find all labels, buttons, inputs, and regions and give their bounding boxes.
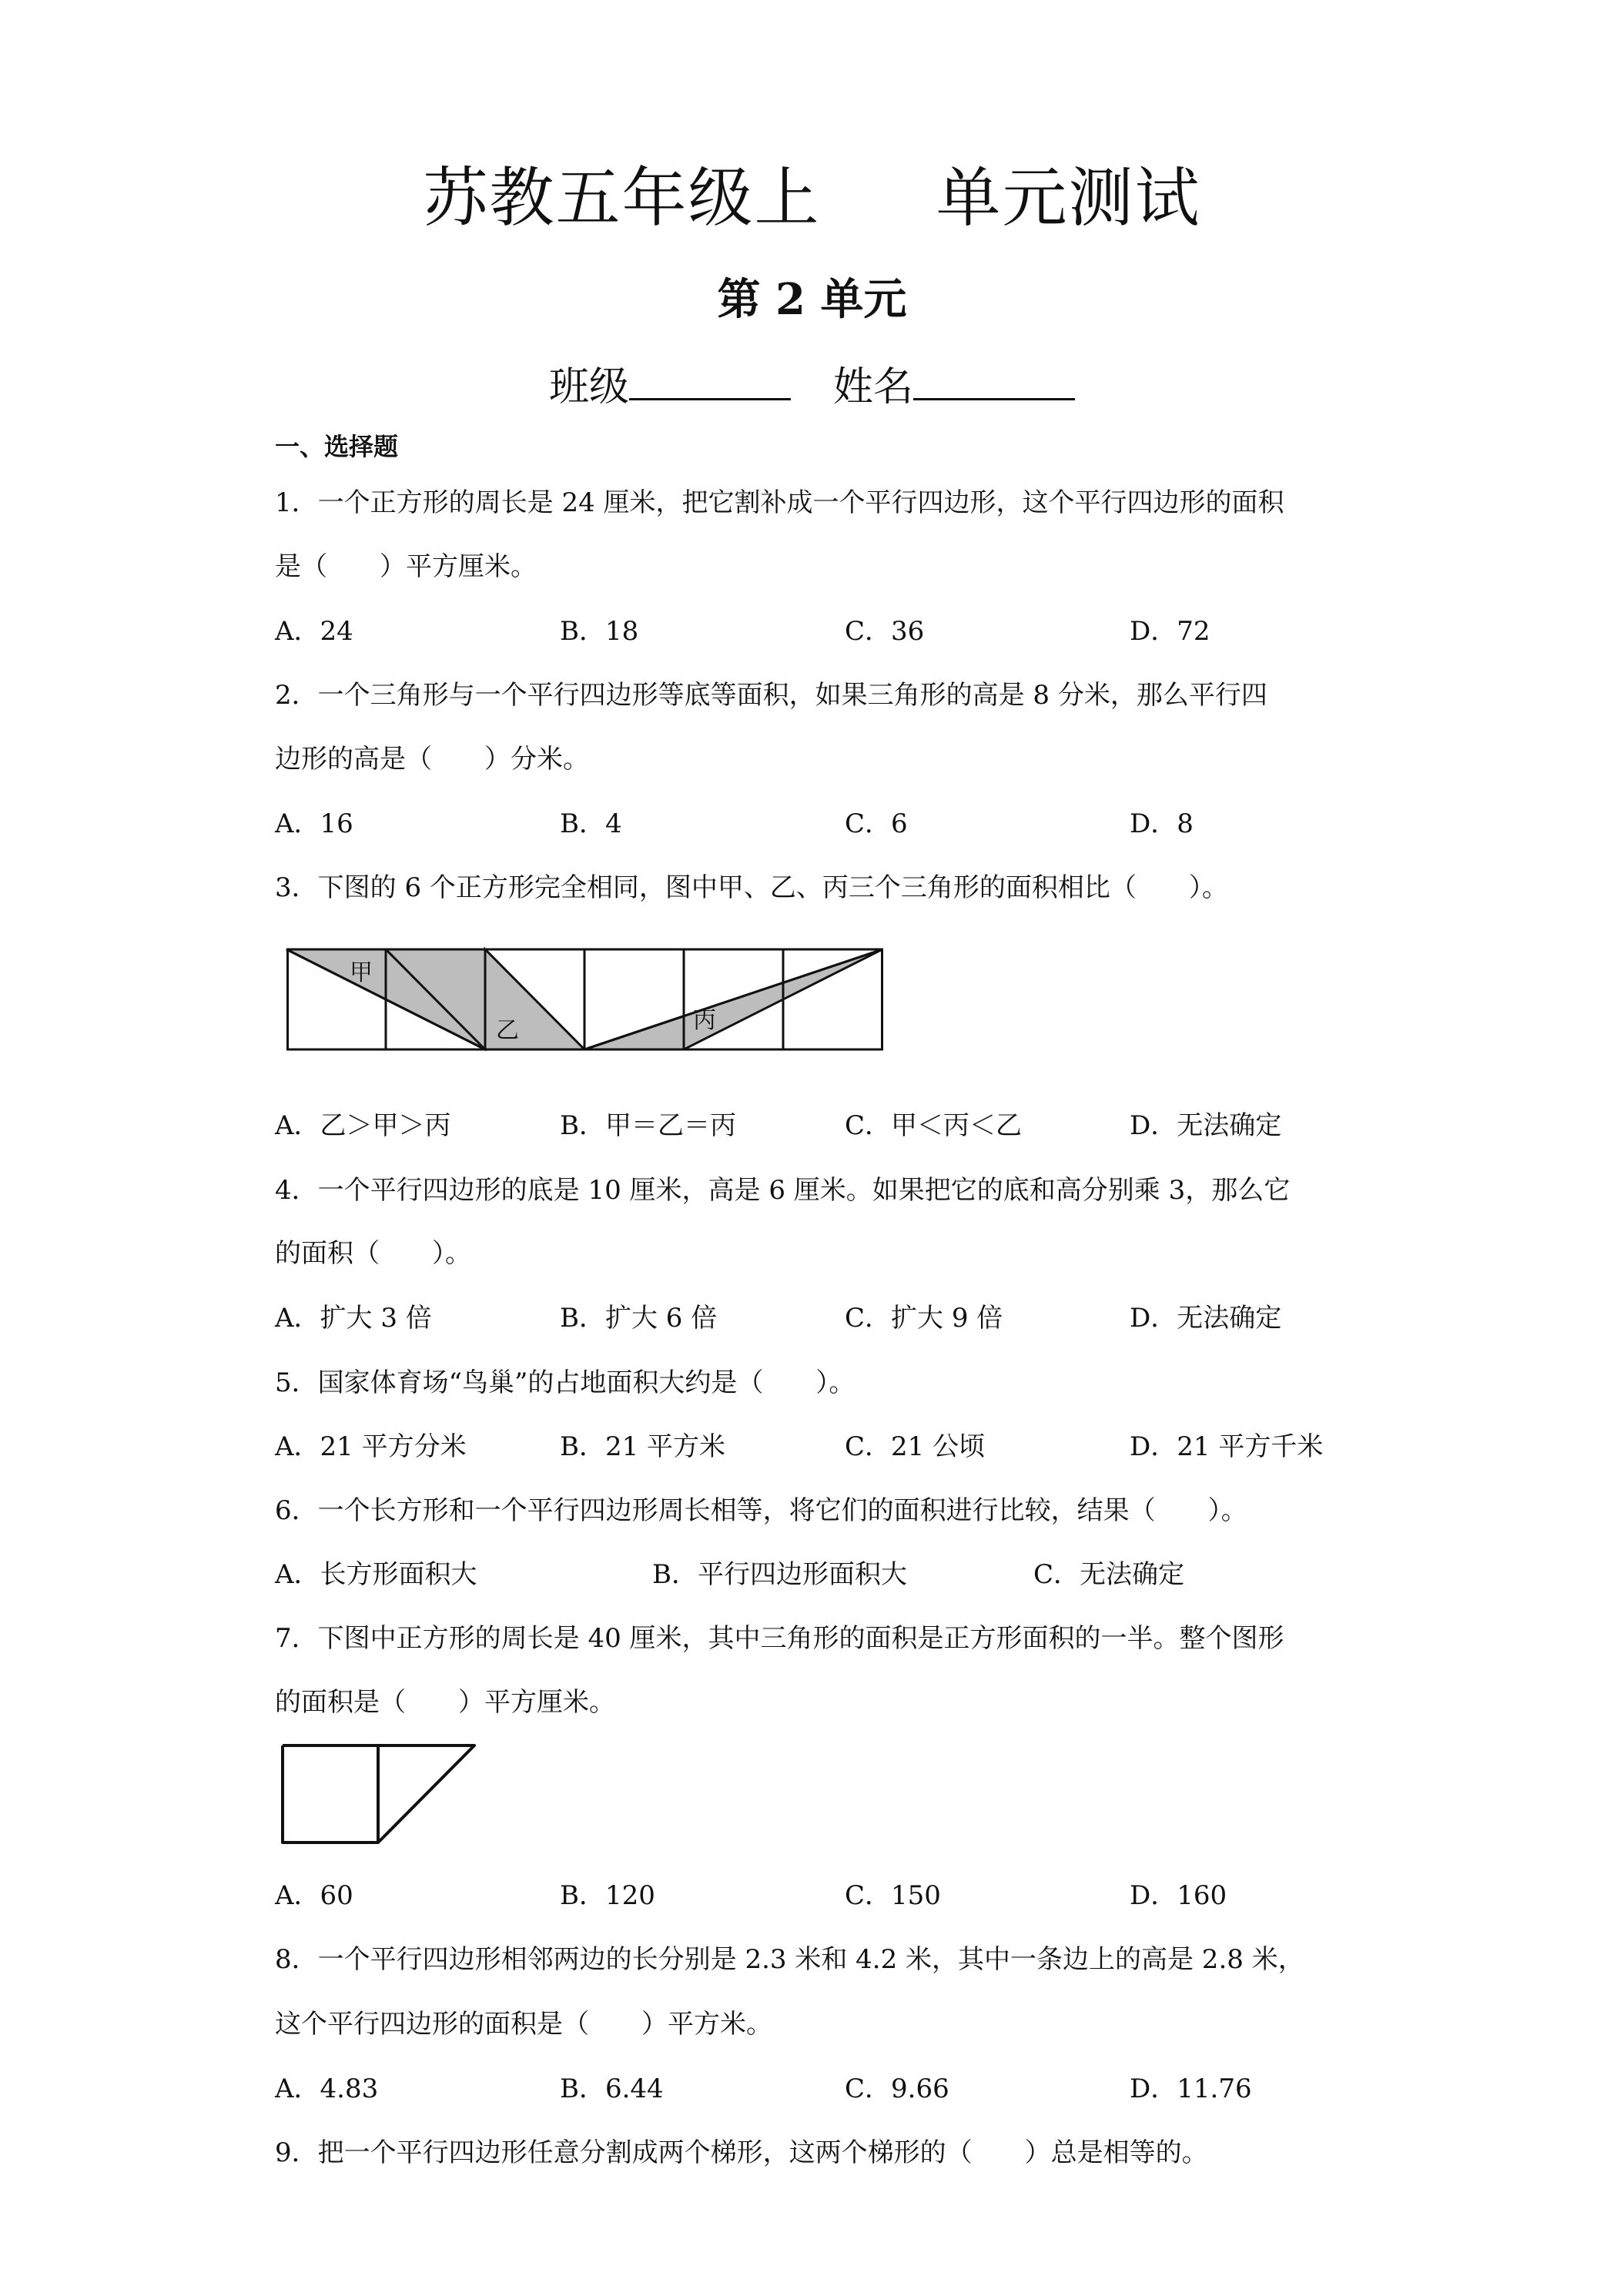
question-1-line-1: 1．一个正方形的周长是 24 厘米，把它割补成一个平行四边形，这个平行四边形的面积 bbox=[275, 487, 1284, 518]
question-8-line-1: 8．一个平行四边形相邻两边的长分别是 2.3 米和 4.2 米，其中一条边上的高是 2.8 米， bbox=[275, 1944, 1304, 1975]
question-5-line-1: 5．国家体育场“鸟巢”的占地面积大约是（ ）。 bbox=[275, 1367, 856, 1398]
option-d[interactable]: D．11.76 bbox=[1130, 2073, 1252, 2104]
option-b[interactable]: B．4 bbox=[560, 808, 622, 839]
title-left: 苏教五年级上 bbox=[423, 160, 821, 236]
question-4-line-2: 的面积（ ）。 bbox=[275, 1238, 471, 1269]
option-b[interactable]: B．平行四边形面积大 bbox=[652, 1559, 907, 1590]
name-blank[interactable] bbox=[913, 356, 1075, 400]
class-label: 班级 bbox=[548, 364, 629, 410]
unit-subtitle: 第 2 单元 bbox=[717, 274, 907, 325]
square-triangle-figure bbox=[280, 1742, 482, 1846]
option-c[interactable]: C．150 bbox=[845, 1880, 941, 1911]
six-squares-figure bbox=[286, 947, 883, 1051]
label-bing: 丙 bbox=[693, 1007, 716, 1034]
option-b[interactable]: B．120 bbox=[560, 1880, 655, 1911]
option-c[interactable]: C．无法确定 bbox=[1033, 1559, 1185, 1590]
option-d[interactable]: D．21 平方千米 bbox=[1130, 1431, 1324, 1462]
question-6-line-1: 6．一个长方形和一个平行四边形周长相等，将它们的面积进行比较，结果（ ）。 bbox=[275, 1495, 1247, 1526]
option-a[interactable]: A．乙＞甲＞丙 bbox=[275, 1110, 451, 1141]
question-4-line-1: 4．一个平行四边形的底是 10 厘米，高是 6 厘米。如果把它的底和高分别乘 3，那么它 bbox=[275, 1175, 1291, 1206]
question-9-line-1: 9．把一个平行四边形任意分割成两个梯形，这两个梯形的（ ）总是相等的。 bbox=[275, 2137, 1208, 2168]
option-a[interactable]: A．扩大 3 倍 bbox=[275, 1303, 432, 1334]
name-label: 姓名 bbox=[833, 364, 914, 410]
question-8-line-2: 这个平行四边形的面积是（ ）平方米。 bbox=[275, 2009, 772, 2040]
option-a[interactable]: A．长方形面积大 bbox=[275, 1559, 477, 1590]
student-info-row bbox=[0, 354, 1624, 412]
class-blank[interactable] bbox=[629, 356, 791, 400]
question-2-line-1: 2．一个三角形与一个平行四边形等底等面积，如果三角形的高是 8 分米，那么平行四 bbox=[275, 680, 1267, 711]
option-d[interactable]: D．72 bbox=[1130, 616, 1210, 647]
option-b[interactable]: B．6.44 bbox=[560, 2073, 664, 2104]
option-c[interactable]: C．扩大 9 倍 bbox=[845, 1303, 1003, 1334]
option-c[interactable]: C．6 bbox=[845, 808, 908, 839]
option-a[interactable]: A．21 平方分米 bbox=[275, 1431, 467, 1462]
option-b[interactable]: B．扩大 6 倍 bbox=[560, 1303, 718, 1334]
option-a[interactable]: A．16 bbox=[275, 808, 353, 839]
option-a[interactable]: A．4.83 bbox=[275, 2073, 379, 2104]
option-b[interactable]: B．21 平方米 bbox=[560, 1431, 726, 1462]
option-b[interactable]: B．甲＝乙＝丙 bbox=[560, 1110, 736, 1141]
page-title bbox=[0, 146, 1624, 239]
option-c[interactable]: C．甲＜丙＜乙 bbox=[845, 1110, 1023, 1141]
option-d[interactable]: D．8 bbox=[1130, 808, 1194, 839]
question-2-line-2: 边形的高是（ ）分米。 bbox=[275, 744, 589, 775]
question-3-line-1: 3．下图的 6 个正方形完全相同，图中甲、乙、丙三个三角形的面积相比（ ）。 bbox=[275, 872, 1228, 903]
option-a[interactable]: A．24 bbox=[275, 616, 353, 647]
option-c[interactable]: C．21 公顷 bbox=[845, 1431, 986, 1462]
option-d[interactable]: D．无法确定 bbox=[1130, 1110, 1282, 1141]
section-title: 一、选择题 bbox=[275, 432, 399, 461]
label-yi: 乙 bbox=[496, 1017, 519, 1044]
option-d[interactable]: D．无法确定 bbox=[1130, 1303, 1282, 1334]
option-d[interactable]: D．160 bbox=[1130, 1880, 1227, 1911]
question-7-line-2: 的面积是（ ）平方厘米。 bbox=[275, 1687, 615, 1718]
title-right: 单元测试 bbox=[936, 160, 1201, 236]
option-c[interactable]: C．36 bbox=[845, 616, 925, 647]
label-jia: 甲 bbox=[350, 959, 373, 986]
option-c[interactable]: C．9.66 bbox=[845, 2073, 949, 2104]
question-1-line-2: 是（ ）平方厘米。 bbox=[275, 551, 537, 582]
option-b[interactable]: B．18 bbox=[560, 616, 639, 647]
diagonal-bing bbox=[584, 949, 882, 1049]
question-7-line-1: 7．下图中正方形的周长是 40 厘米，其中三角形的面积是正方形面积的一半。整个图形 bbox=[275, 1623, 1284, 1654]
option-a[interactable]: A．60 bbox=[275, 1880, 353, 1911]
